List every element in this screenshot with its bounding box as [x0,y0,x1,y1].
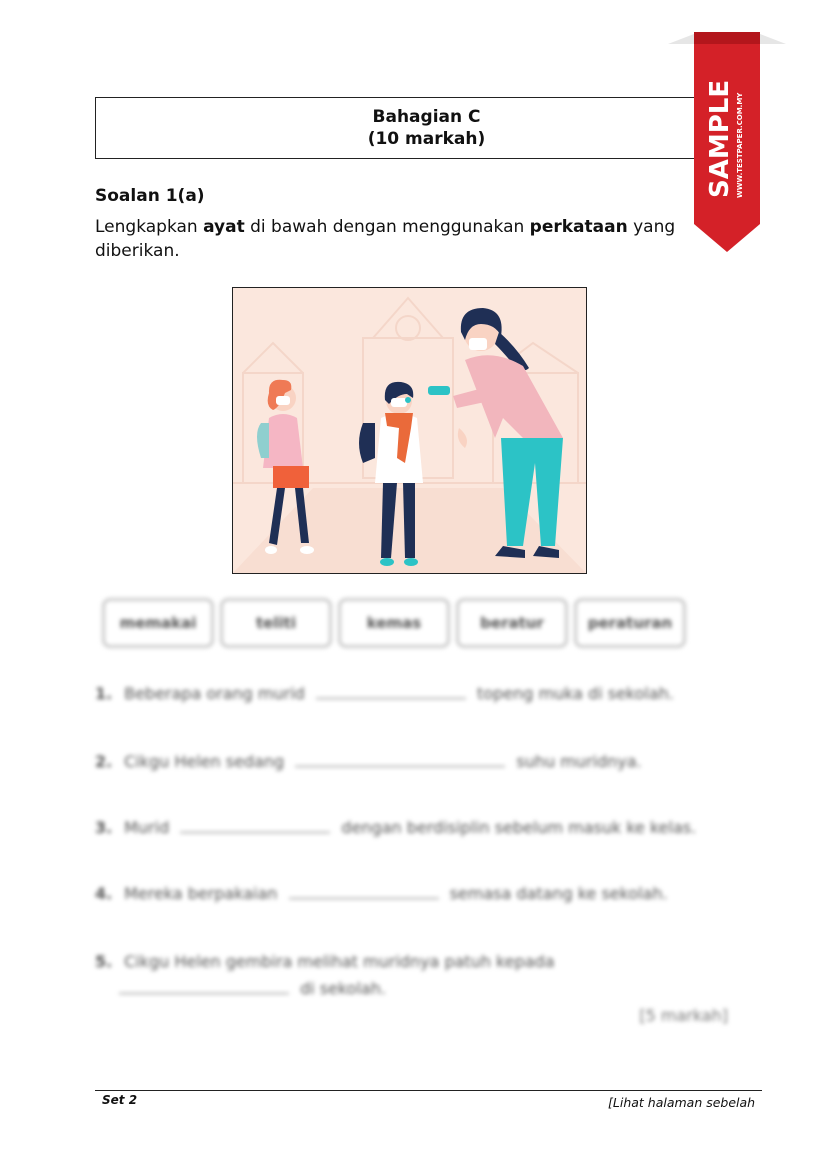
word-chip: peraturan [574,598,686,648]
section-title: Bahagian C [372,107,481,127]
question-title: Soalan 1(a) [95,186,205,206]
classroom-illustration [232,287,587,574]
answer-blank[interactable] [119,979,289,994]
item-text-before: Murid [124,818,170,837]
question-item [95,948,745,1002]
item-number: 4. [95,884,113,903]
item-text-after: dengan berdisiplin sebelum masuk ke kelas. [341,818,697,837]
answer-blank[interactable] [295,752,505,767]
footer-set-label: Set 2 [102,1093,138,1107]
instruction-part: di bawah dengan menggunakan [244,217,530,237]
item-number: 3. [95,818,113,837]
word-chip: teliti [220,598,332,648]
section-header [95,97,758,159]
marks-note: [5 markah] [639,1006,728,1025]
item-text-after: suhu muridnya. [516,752,642,771]
item-number: 2. [95,752,113,771]
word-chip: beratur [456,598,568,648]
instruction-part: ayat [203,217,245,237]
word-bank [102,598,686,648]
illustration-graphic [233,288,586,573]
item-number: 5. [95,952,113,971]
item-number: 1. [95,684,113,703]
item-text-before: Mereka berpakaian [124,884,278,903]
item-text-after: semasa datang ke sekolah. [449,884,668,903]
word-chip: kemas [338,598,450,648]
footer-next-page: [Lihat halaman sebelah [608,1095,756,1110]
answer-blank[interactable] [180,818,330,833]
footer-divider [95,1090,762,1091]
instruction-part: Lengkapkan [95,217,204,237]
ribbon-main-text: SAMPLE [705,79,735,198]
question-item [95,818,696,837]
instruction-part: yang diberikan. [95,217,676,261]
question-instruction [95,215,755,263]
section-marks: (10 markah) [367,129,486,149]
ribbon-sub-text: WWW.TESTPAPER.COM.MY [736,92,744,198]
answer-blank[interactable] [289,884,439,899]
question-item [95,684,674,703]
item-text-after: di sekolah. [300,979,386,998]
item-text-after: topeng muka di sekolah. [477,684,674,703]
item-text-before: Cikgu Helen sedang [124,752,285,771]
question-item [95,884,668,903]
item-text-before: Cikgu Helen gembira melihat muridnya patuh kepada [124,952,555,971]
sample-ribbon-watermark [668,28,786,253]
question-item [95,752,642,771]
item-text-before: Beberapa orang murid [124,684,305,703]
word-chip: memakai [102,598,214,648]
answer-blank[interactable] [316,684,466,699]
instruction-part: perkataan [529,217,628,237]
